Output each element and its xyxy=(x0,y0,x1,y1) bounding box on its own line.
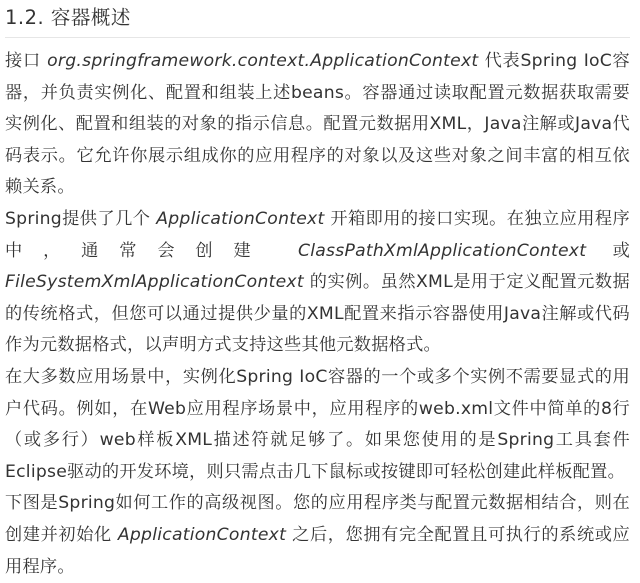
class-name-run: ClassPathXmlApplicationContext xyxy=(297,240,587,261)
text-run: 在大多数应用场景中，实例化Spring IoC容器的一个或多个实例不需要显式的用户代码。例如，在Web应用程序场景中，应用程序的web.xml文件中简单的8行（或多行）web样板XML描述符就足够了。如果您使用的是Spring工具套件Eclipse驱动的开发环境，则只需点击几下鼠标或按键即可轻松创建此样板配置。 xyxy=(5,366,630,482)
paragraph-implementations xyxy=(5,204,630,362)
section-heading: 1.2. 容器概述 xyxy=(5,6,131,29)
class-name-run: ApplicationContext xyxy=(117,524,287,545)
text-run: 开箱即用的接口实现。在独立应用程序中，通常会创建 xyxy=(5,208,630,261)
class-name-run: org.springframework.context.ApplicationContext xyxy=(47,51,479,71)
text-run: Spring提供了几个 xyxy=(5,208,157,229)
text-run: 下图是Spring如何工作的高级视图。您的应用程序类与配置元数据相结合，则在创建并初始化 xyxy=(5,493,630,545)
text-run: 接口 xyxy=(5,51,48,71)
text-run: 的实例。虽然XML是用于定义配置元数据的传统格式，但您可以通过提供少量的XML配置来指示容器使用Java注解或代码作为元数据格式，以声明方式支持这些其他元数据格式。 xyxy=(5,272,630,356)
text-run: 或 xyxy=(586,240,631,261)
text-run: 之后，您拥有完全配置且可执行的系统或应用程序。 xyxy=(5,524,630,577)
class-name-run: ApplicationContext xyxy=(156,208,325,229)
text-run: 代表Spring IoC容器，并负责实例化、配置和组装上述beans。容器通过读取配置元数据获取需要实例化、配置和组装的对象的指示信息。配置元数据用XML，Java注解或Java代码表示。它允许你展示组成你的应用程序的对象以及这些对象之间丰富的相互依赖关系。 xyxy=(5,51,630,198)
paragraph-web-scenario xyxy=(5,362,630,488)
paragraph-high-level-view xyxy=(5,488,630,583)
heading-divider xyxy=(5,37,630,38)
paragraph-application-context xyxy=(5,46,630,204)
class-name-run: FileSystemXmlApplicationContext xyxy=(5,272,304,293)
